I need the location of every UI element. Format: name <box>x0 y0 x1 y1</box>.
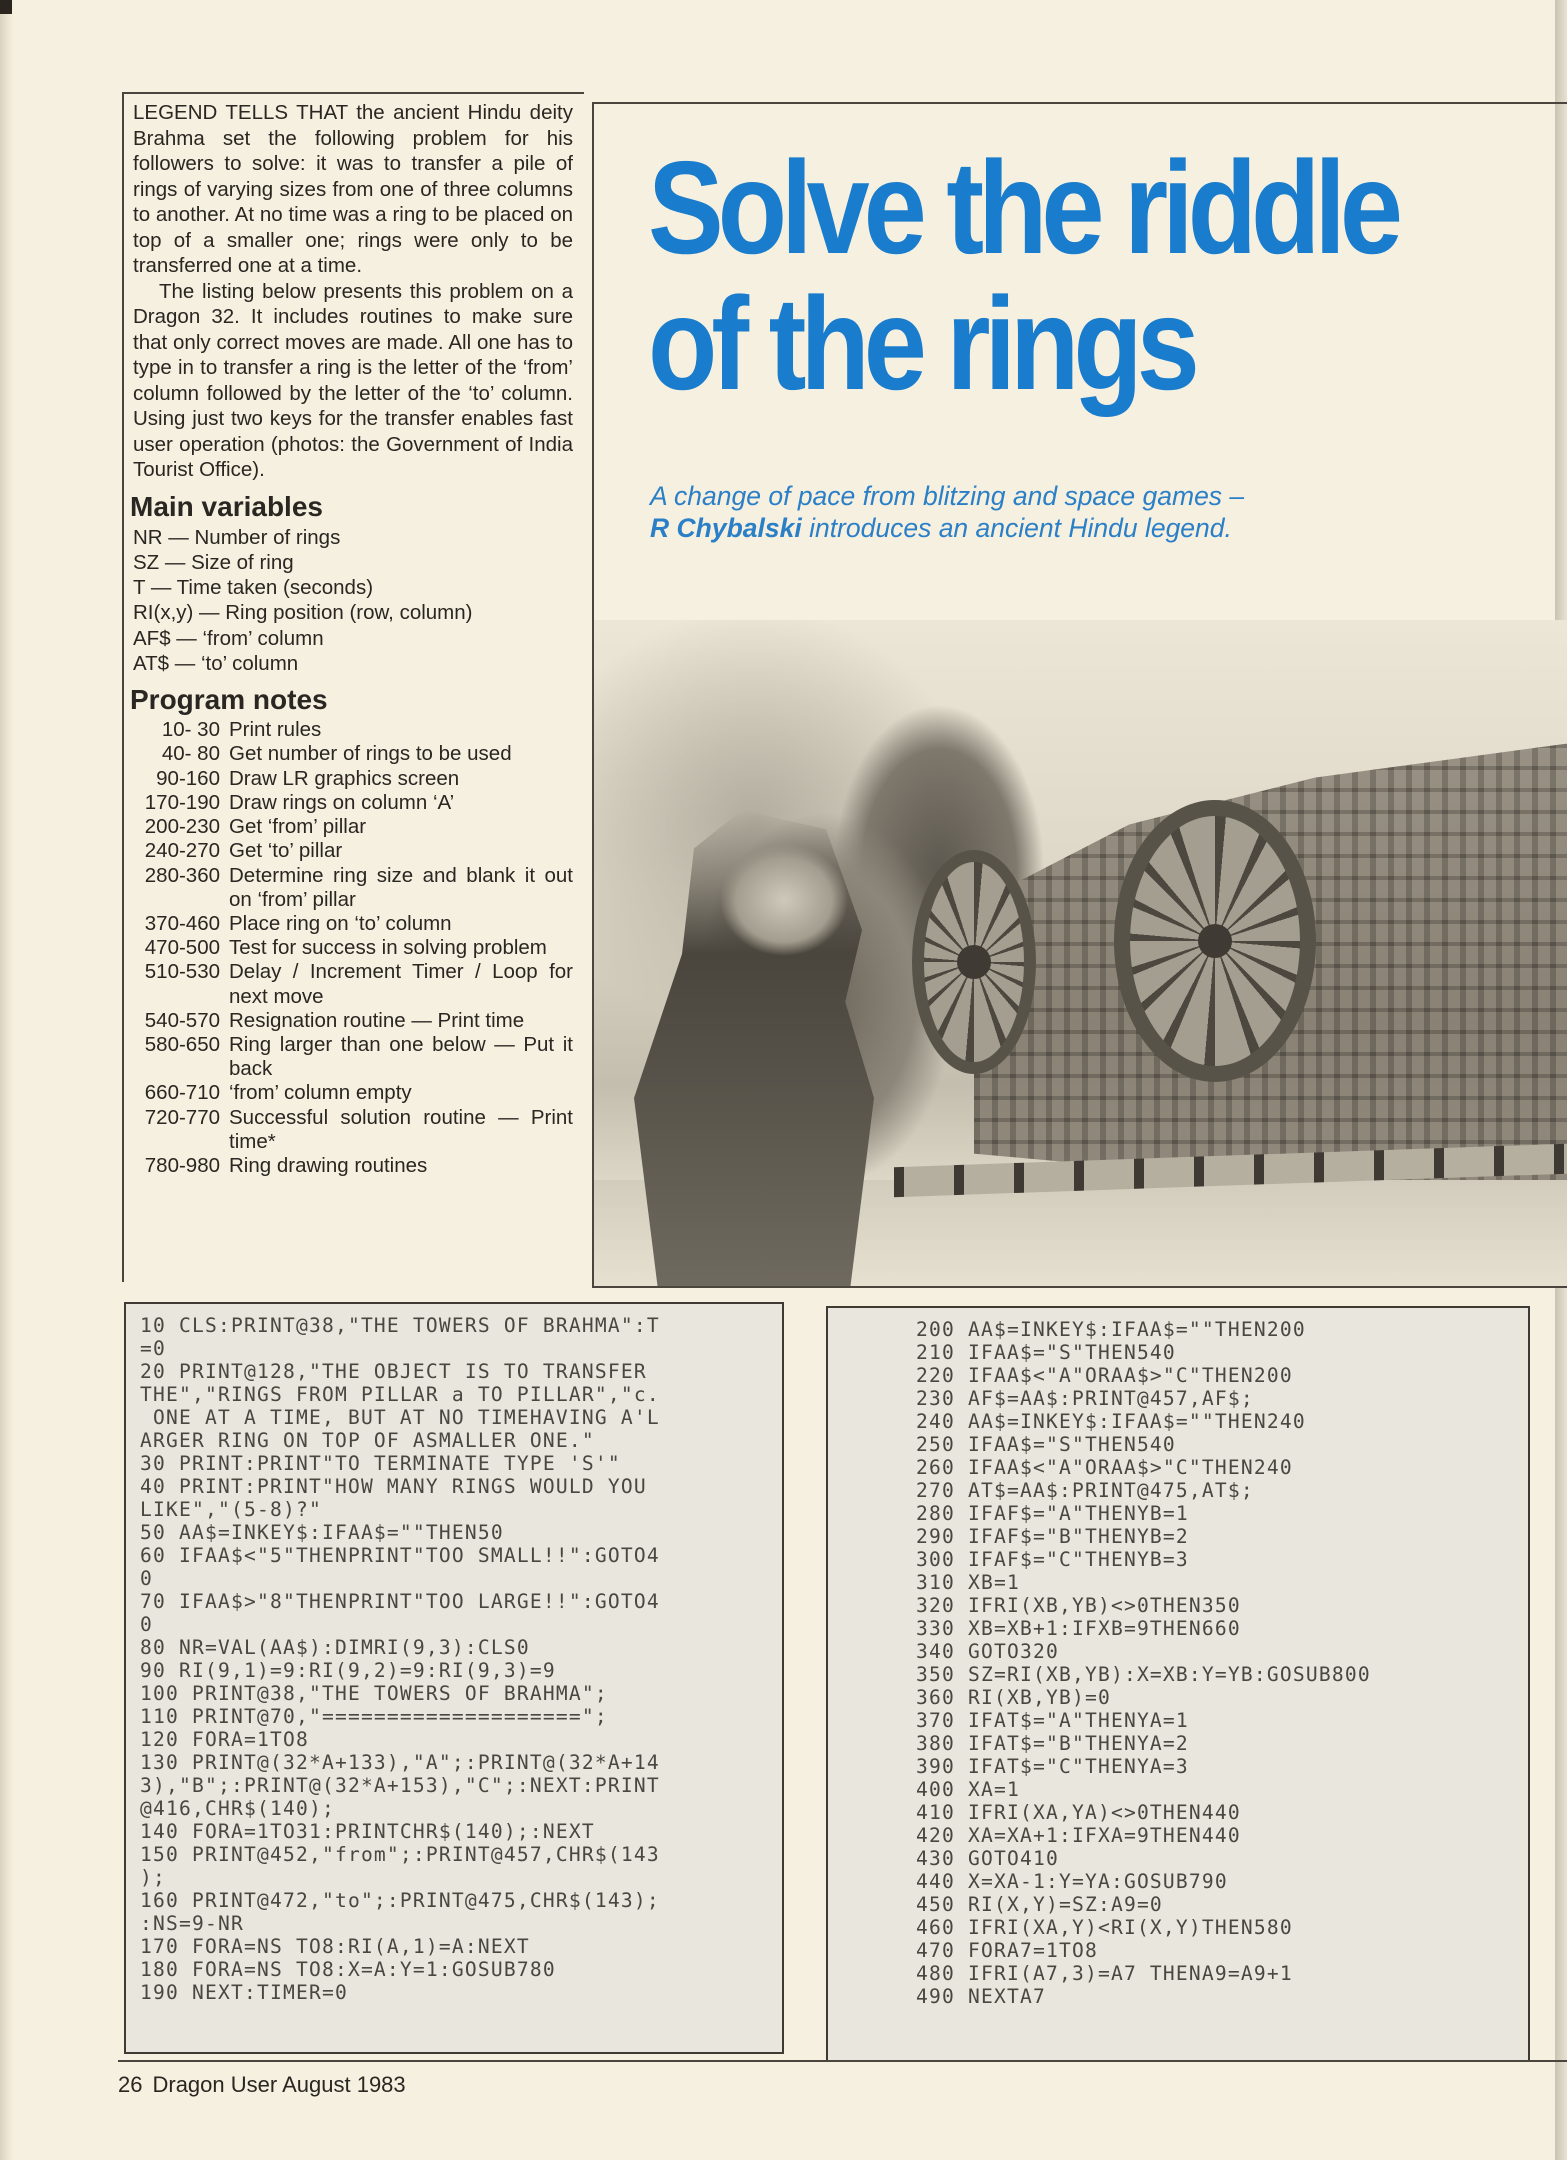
note-range: 510-530 <box>144 960 220 984</box>
note-desc: ‘from’ column empty <box>229 1081 412 1105</box>
code-line: 40 PRINT:PRINT"HOW MANY RINGS WOULD YOU <box>140 1475 647 1498</box>
note-desc: Print rules <box>229 718 322 742</box>
standfirst-text: A change of pace from blitzing and space games – <box>650 481 1245 511</box>
note-range: 40- 80 <box>161 742 220 766</box>
article-title <box>648 134 1508 417</box>
code-line: 440 X=XA-1:Y=YA:GOSUB790 <box>916 1870 1228 1893</box>
code-line: 190 NEXT:TIMER=0 <box>140 1981 348 2004</box>
code-line: 340 GOTO320 <box>916 1640 1059 1663</box>
code-line: 80 NR=VAL(AA$):DIMRI(9,3):CLS0 <box>140 1636 530 1659</box>
code-line: 320 IFRI(XB,YB)<>0THEN350 <box>916 1594 1241 1617</box>
code-line: 390 IFAT$="C"THENYA=3 <box>916 1755 1189 1778</box>
program-notes-heading: Program notes <box>130 684 328 716</box>
note-range: 280-360 <box>144 863 220 887</box>
note-range: 580-650 <box>144 1032 220 1056</box>
listing-left <box>124 1302 784 2054</box>
variable-item: RI(x,y) — Ring position (row, column) <box>133 601 473 625</box>
title-line-2: of the rings <box>648 270 1194 417</box>
note-item <box>133 912 573 936</box>
standfirst-text-end: introduces an ancient Hindu legend. <box>801 513 1232 543</box>
note-desc: Determine ring size and blank it out on ‘from’ pillar <box>229 863 573 911</box>
code-line: 250 IFAA$="S"THEN540 <box>916 1433 1176 1456</box>
code-line: 430 GOTO410 <box>916 1847 1059 1870</box>
code-line: 470 FORA7=1TO8 <box>916 1939 1098 1962</box>
code-line: 60 IFAA$<"5"THENPRINT"TOO SMALL!!":GOTO4 <box>140 1544 660 1567</box>
temple-photo <box>594 620 1567 1286</box>
code-line: 90 RI(9,1)=9:RI(9,2)=9:RI(9,3)=9 <box>140 1659 556 1682</box>
code-line: 240 AA$=INKEY$:IFAA$=""THEN240 <box>916 1410 1306 1433</box>
note-range: 200-230 <box>144 815 220 839</box>
note-desc: Resignation routine — Print time <box>229 1008 525 1032</box>
code-line: 490 NEXTA7 <box>916 1985 1046 2008</box>
note-desc: Get number of rings to be used <box>229 742 512 766</box>
note-desc: Test for success in solving problem <box>229 936 547 960</box>
listing-right <box>826 1306 1530 2062</box>
page-number: 26 <box>118 2072 143 2097</box>
note-range: 90-160 <box>156 766 220 790</box>
variable-item: NR — Number of rings <box>133 525 341 549</box>
note-item <box>133 1033 573 1081</box>
code-line: 120 FORA=1TO8 <box>140 1728 309 1751</box>
code-line: 420 XA=XA+1:IFXA=9THEN440 <box>916 1824 1241 1847</box>
page-folio <box>118 2072 406 2098</box>
publication-name: Dragon User August 1983 <box>152 2072 406 2097</box>
note-desc: Ring drawing routines <box>229 1153 428 1177</box>
code-line: 350 SZ=RI(XB,YB):X=XB:Y=YB:GOSUB800 <box>916 1663 1371 1686</box>
code-line: 210 IFAA$="S"THEN540 <box>916 1341 1176 1364</box>
code-line: 140 FORA=1TO31:PRINTCHR$(140);:NEXT <box>140 1820 595 1843</box>
note-item <box>133 960 573 1008</box>
note-range: 720-770 <box>144 1105 220 1129</box>
page-spine <box>0 0 14 2160</box>
code-line: 200 AA$=INKEY$:IFAA$=""THEN200 <box>916 1318 1306 1341</box>
code-line: 330 XB=XB+1:IFXB=9THEN660 <box>916 1617 1241 1640</box>
footer-rule <box>118 2060 1567 2062</box>
note-desc: Get ‘to’ pillar <box>229 839 343 863</box>
code-line: 10 CLS:PRINT@38,"THE TOWERS OF BRAHMA":T <box>140 1314 660 1337</box>
code-line: 450 RI(X,Y)=SZ:A9=0 <box>916 1893 1163 1916</box>
program-notes-list <box>133 718 573 1178</box>
note-desc: Delay / Increment Timer / Loop for next move <box>229 960 573 1008</box>
note-range: 540-570 <box>144 1008 220 1032</box>
code-line: 400 XA=1 <box>916 1778 1020 1801</box>
code-line: 180 FORA=NS TO8:X=A:Y=1:GOSUB780 <box>140 1958 556 1981</box>
note-range: 10- 30 <box>161 718 220 742</box>
note-desc: Ring larger than one below — Put it back <box>229 1032 573 1081</box>
code-line: 410 IFRI(XA,YA)<>0THEN440 <box>916 1801 1241 1824</box>
code-line: LIKE","(5-8)?" <box>140 1498 322 1521</box>
author-name: R Chybalski <box>650 513 802 543</box>
code-line: 70 IFAA$>"8"THENPRINT"TOO LARGE!!":GOTO4 <box>140 1590 660 1613</box>
article-standfirst <box>650 480 1250 544</box>
code-line: 30 PRINT:PRINT"TO TERMINATE TYPE 'S'" <box>140 1452 621 1475</box>
code-line: 370 IFAT$="A"THENYA=1 <box>916 1709 1189 1732</box>
code-line: 230 AF$=AA$:PRINT@457,AF$; <box>916 1387 1254 1410</box>
chariot-wheel-small-image <box>912 850 1036 1074</box>
title-line-1: Solve the riddle <box>648 134 1397 281</box>
note-item <box>133 791 573 815</box>
code-line: 310 XB=1 <box>916 1571 1020 1594</box>
variable-item: SZ — Size of ring <box>133 550 294 574</box>
code-line: 270 AT$=AA$:PRINT@475,AT$; <box>916 1479 1254 1502</box>
code-line: 220 IFAA$<"A"ORAA$>"C"THEN200 <box>916 1364 1293 1387</box>
note-range: 240-270 <box>144 839 220 863</box>
note-range: 170-190 <box>144 790 220 814</box>
code-line: 20 PRINT@128,"THE OBJECT IS TO TRANSFER <box>140 1360 647 1383</box>
code-line: ARGER RING ON TOP OF ASMALLER ONE." <box>140 1429 595 1452</box>
code-line: 110 PRINT@70,"===================="; <box>140 1705 608 1728</box>
variable-item: AF$ — ‘from’ column <box>133 626 324 650</box>
intro-column <box>130 100 573 1178</box>
note-item <box>133 1009 573 1033</box>
code-line: 460 IFRI(XA,Y)<RI(X,Y)THEN580 <box>916 1916 1293 1939</box>
note-item <box>133 864 573 912</box>
note-desc: Successful solution routine — Print time* <box>229 1105 573 1153</box>
code-line: =0 <box>140 1337 166 1360</box>
code-line: 160 PRINT@472,"to";:PRINT@475,CHR$(143); <box>140 1889 660 1912</box>
note-desc: Draw LR graphics screen <box>229 766 460 790</box>
intro-paragraph-1: LEGEND TELLS THAT the ancient Hindu deity Brahma set the following problem for his followers to solve: it was to transfer a pile of rings of varying sizes from one of three columns to another. At no time was a ring to be placed on top of a smaller one; rings were only to be transferred one at a time. <box>133 101 573 277</box>
note-item <box>133 1081 573 1105</box>
note-range: 780-980 <box>144 1153 220 1177</box>
page-fold <box>0 0 12 14</box>
note-item <box>133 936 573 960</box>
variable-item: T — Time taken (seconds) <box>133 576 374 600</box>
code-line: 3),"B";:PRINT@(32*A+153),"C";:NEXT:PRINT <box>140 1774 660 1797</box>
code-line: THE","RINGS FROM PILLAR a TO PILLAR","c. <box>140 1383 660 1406</box>
note-item <box>133 1106 573 1154</box>
note-item <box>133 815 573 839</box>
code-line: :NS=9-NR <box>140 1912 244 1935</box>
note-item <box>133 767 573 791</box>
code-line: ONE AT A TIME, BUT AT NO TIMEHAVING A'L <box>140 1406 660 1429</box>
code-line: 260 IFAA$<"A"ORAA$>"C"THEN240 <box>916 1456 1293 1479</box>
code-line: 290 IFAF$="B"THENYB=2 <box>916 1525 1189 1548</box>
note-range: 660-710 <box>144 1081 220 1105</box>
lion-statue-image <box>634 810 874 1286</box>
code-line: 480 IFRI(A7,3)=A7 THENA9=A9+1 <box>916 1962 1293 1985</box>
code-line: 0 <box>140 1613 153 1636</box>
code-line: 280 IFAF$="A"THENYB=1 <box>916 1502 1189 1525</box>
note-item <box>133 1154 573 1178</box>
code-line: 100 PRINT@38,"THE TOWERS OF BRAHMA"; <box>140 1682 608 1705</box>
note-range: 370-460 <box>144 911 220 935</box>
note-item <box>133 839 573 863</box>
note-item <box>133 742 573 766</box>
code-line: 150 PRINT@452,"from";:PRINT@457,CHR$(143 <box>140 1843 660 1866</box>
chariot-wheel-large-image <box>1114 800 1316 1082</box>
note-range: 470-500 <box>144 936 220 960</box>
main-variables-heading: Main variables <box>130 490 323 522</box>
main-variables-list <box>133 525 573 677</box>
note-desc: Place ring on ‘to’ column <box>229 911 452 935</box>
note-desc: Draw rings on column ‘A’ <box>229 790 455 814</box>
note-desc: Get ‘from’ pillar <box>229 815 367 839</box>
variable-item: AT$ — ‘to’ column <box>133 651 299 675</box>
code-line: 0 <box>140 1567 153 1590</box>
code-line: @416,CHR$(140); <box>140 1797 335 1820</box>
code-line: 130 PRINT@(32*A+133),"A";:PRINT@(32*A+14 <box>140 1751 660 1774</box>
code-line: 380 IFAT$="B"THENYA=2 <box>916 1732 1189 1755</box>
code-line: 50 AA$=INKEY$:IFAA$=""THEN50 <box>140 1521 504 1544</box>
code-line: ); <box>140 1866 166 1889</box>
note-item <box>133 718 573 742</box>
code-line: 360 RI(XB,YB)=0 <box>916 1686 1111 1709</box>
code-line: 170 FORA=NS TO8:RI(A,1)=A:NEXT <box>140 1935 530 1958</box>
intro-paragraph-2: The listing below presents this problem on a Dragon 32. It includes routines to make sure that only correct moves are made. All one has to type in to transfer a ring is the letter of the ‘from’ column followed by the letter of the ‘to’ column. Using just two keys for the transfer enables fast user operation (photos: the Government of India Tourist Office). <box>133 279 573 481</box>
code-line: 300 IFAF$="C"THENYB=3 <box>916 1548 1189 1571</box>
